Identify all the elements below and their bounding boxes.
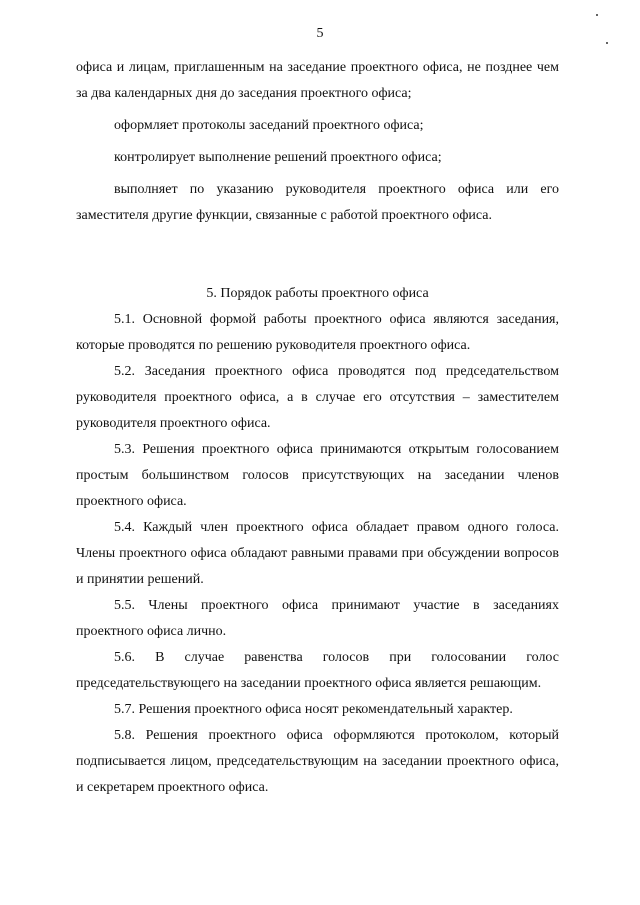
section-item-5-3: 5.3. Решения проектного офиса принимаются открытым голосованием простым большинством голосов присутствующих на заседании членов проектного офиса.: [76, 442, 559, 509]
paragraph-control: контролирует выполнение решений проектного офиса;: [114, 150, 442, 165]
section-item-5-2: 5.2. Заседания проектного офиса проводятся под председательством руководителя проектного офиса, а в случае его отсутствия – заместителем руководителя проектного офиса.: [76, 364, 559, 431]
document-body: [76, 55, 559, 801]
section-item-5-4: 5.4. Каждый член проектного офиса обладает правом одного голоса. Члены проектного офиса обладают равными правами при обсуждении вопросов и принятии решений.: [76, 520, 559, 587]
scan-speck: [606, 42, 608, 44]
section-title: 5. Порядок работы проектного офиса: [206, 286, 429, 301]
section-item-5-6: 5.6. В случае равенства голосов при голосовании голос председательствующего на заседании проектного офиса является решающим.: [76, 650, 559, 691]
scan-speck: [596, 14, 598, 16]
section-item-5-5: 5.5. Члены проектного офиса принимают участие в заседаниях проектного офиса лично.: [76, 598, 559, 639]
paragraph-other-functions: выполняет по указанию руководителя проектного офиса или его заместителя другие функции, связанные с работой проектного офиса.: [76, 182, 559, 223]
section-item-5-8: 5.8. Решения проектного офиса оформляются протоколом, который подписывается лицом, председательствующим на заседании проектного офиса, и секретарем проектного офиса.: [76, 728, 559, 795]
section-item-5-1: 5.1. Основной формой работы проектного офиса являются заседания, которые проводятся по решению руководителя проектного офиса.: [76, 312, 559, 353]
paragraph-protocols: оформляет протоколы заседаний проектного офиса;: [114, 118, 424, 133]
paragraph-continuation: офиса и лицам, приглашенным на заседание проектного офиса, не позднее чем за два календарных дня до заседания проектного офиса;: [76, 60, 559, 101]
section-item-5-7: 5.7. Решения проектного офиса носят рекомендательный характер.: [114, 702, 513, 717]
page-number: 5: [316, 26, 324, 41]
